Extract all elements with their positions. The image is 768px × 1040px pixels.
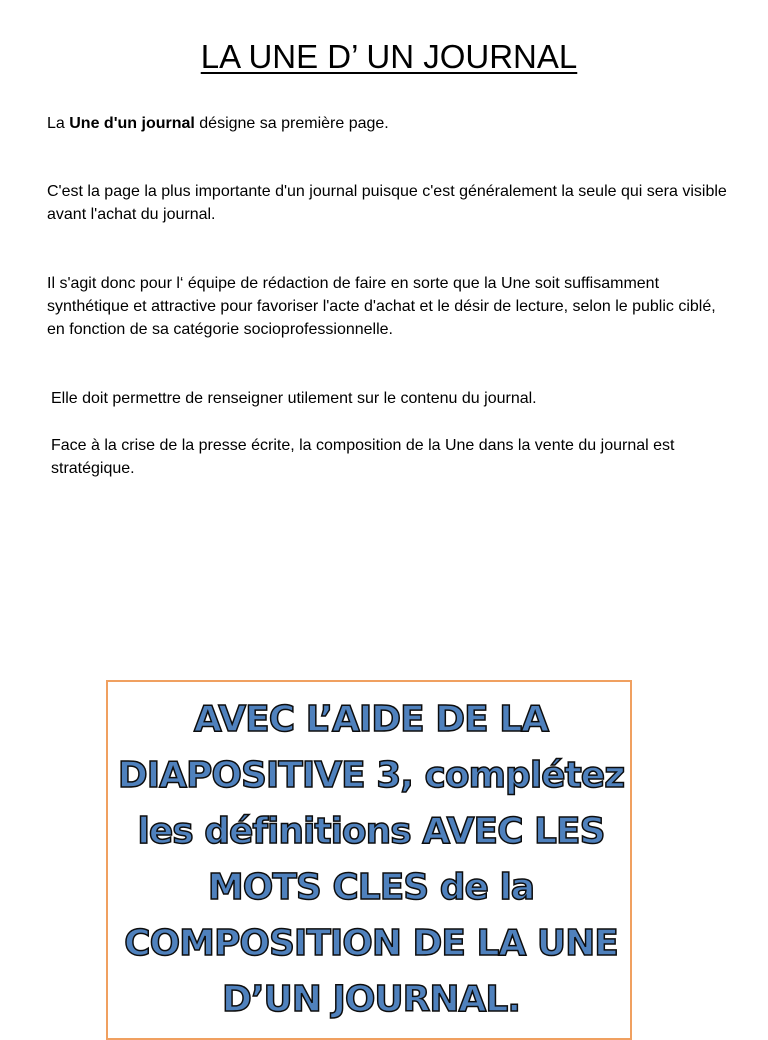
callout-line: DIAPOSITIVE 3, complétez bbox=[117, 755, 625, 796]
instruction-callout-text bbox=[108, 692, 634, 1028]
page-title: LA UNE D’ UN JOURNAL bbox=[200, 38, 578, 75]
strategy-paragraph: Face à la crise de la presse écrite, la composition de la Une dans la vente du journal est stratégique. bbox=[51, 437, 675, 477]
callout-line: MOTS CLES de la bbox=[207, 867, 535, 908]
callout-line: D’UN JOURNAL. bbox=[221, 979, 520, 1020]
instruction-callout-box bbox=[106, 680, 632, 1040]
callout-line: COMPOSITION DE LA UNE bbox=[124, 923, 618, 964]
callout-line: AVEC L’AIDE DE LA bbox=[193, 699, 549, 740]
editorial-paragraph: Il s'agit donc pour l‘ équipe de rédaction de faire en sorte que la Une soit suffisamment synthétique et attractive pour favoriser l'acte d'achat et le désir de lecture, selon le public ciblé, en fonction de sa catégorie socioprofessionnelle. bbox=[47, 275, 716, 338]
intro-suffix: désigne sa première page. bbox=[194, 115, 389, 132]
content-paragraph: Elle doit permettre de renseigner utilement sur le contenu du journal. bbox=[51, 390, 537, 407]
callout-line: les définitions AVEC LES bbox=[137, 811, 605, 852]
intro-paragraph bbox=[47, 112, 737, 135]
intro-prefix: La bbox=[47, 115, 70, 132]
intro-bold-term: Une d'un journal bbox=[69, 115, 195, 132]
importance-paragraph: C'est la page la plus importante d'un journal puisque c'est généralement la seule qui sera visible avant l'achat du journal. bbox=[47, 183, 727, 223]
